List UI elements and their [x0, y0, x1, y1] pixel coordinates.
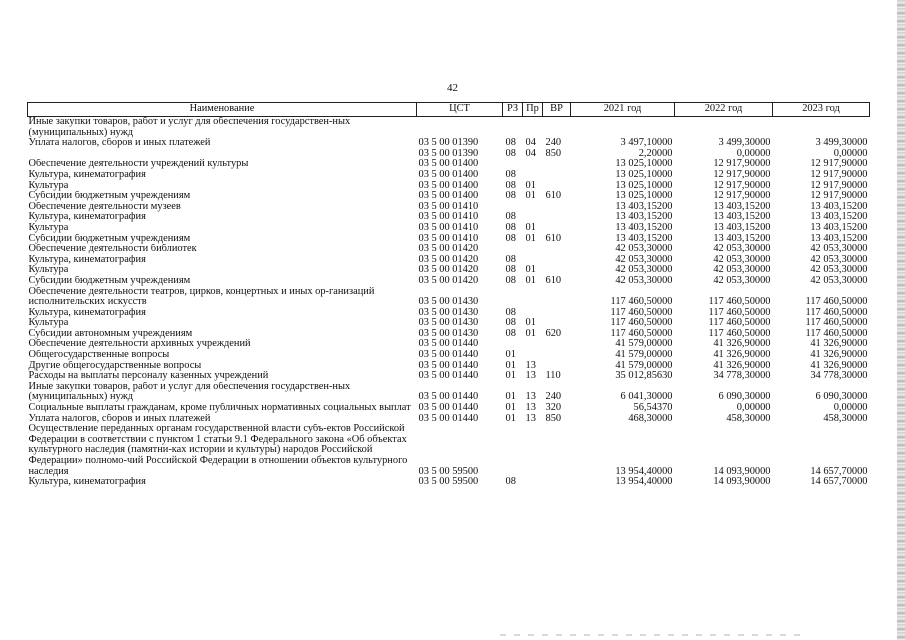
cell-2021: 41 579,00000	[615, 360, 673, 371]
cell-pr: 01	[525, 233, 536, 244]
cell-pr: 13	[525, 360, 536, 371]
cell-name: Культура, кинематография	[28, 477, 146, 488]
table-row	[28, 212, 870, 223]
cell-pr: 04	[525, 138, 536, 149]
cell-name: Культура	[28, 180, 69, 191]
table-row	[28, 265, 870, 276]
header-name: Наименование	[28, 103, 417, 117]
cell-cst: 03 5 00 01410	[418, 222, 479, 233]
cell-2022: 0,00000	[736, 148, 771, 159]
cell-vr: 610	[545, 275, 562, 286]
header-2021: 2021 год	[571, 103, 675, 117]
cell-name: Осуществление переданных органам государственной власти субъ-ектов Российской Федерации в соответствии с пунктом 1 статьи 9.1 Федерального закона «Об объектах культурного наследия (памятни-ках истории и культуры) народов Российской Федерации» полномо-чий Российской Федерации в отношении объектов культурного наследия	[28, 424, 408, 477]
cell-cst: 03 5 00 01390	[418, 138, 479, 149]
cell-rz: 08	[505, 477, 516, 488]
cell-name: Культура	[28, 265, 69, 276]
cell-pr	[523, 117, 543, 139]
cell-rz: 01	[505, 350, 516, 361]
cell-cst: 03 5 00 01400	[418, 169, 479, 180]
cell-cst: 03 5 00 01440	[418, 403, 479, 414]
cell-2022: 13 403,15200	[713, 201, 771, 212]
cell-2022	[675, 117, 773, 139]
table-row	[28, 181, 870, 192]
cell-2023: 12 917,90000	[810, 180, 868, 191]
cell-2022: 12 917,90000	[713, 180, 771, 191]
cell-rz: 08	[505, 138, 516, 149]
cell-cst: 03 5 00 01440	[418, 339, 479, 350]
page-number: 42	[447, 82, 458, 94]
cell-pr: 13	[525, 403, 536, 414]
cell-cst: 03 5 00 01420	[418, 275, 479, 286]
cell-vr	[543, 181, 571, 192]
cell-cst: 03 5 00 01430	[418, 328, 479, 339]
cell-2022: 14 093,90000	[713, 477, 771, 488]
table-row	[28, 308, 870, 319]
cell-cst: 03 5 00 01410	[418, 233, 479, 244]
cell-2022: 42 053,30000	[713, 265, 771, 276]
table-row	[28, 287, 870, 308]
cell-2021: 42 053,30000	[615, 254, 673, 265]
cell-rz	[503, 159, 523, 170]
cell-vr	[543, 424, 571, 477]
header-2023: 2023 год	[773, 103, 870, 117]
cell-cst: 03 5 00 01420	[418, 265, 479, 276]
cell-name: Общегосударственные вопросы	[28, 350, 170, 361]
table-row	[28, 382, 870, 403]
cell-name: Культура	[28, 222, 69, 233]
cell-cst: 03 5 00 01440	[418, 350, 479, 361]
cell-2023: 117 460,50000	[805, 296, 868, 308]
budget-table	[27, 102, 870, 488]
table-row	[28, 424, 870, 477]
cell-cst: 03 5 00 59500	[418, 465, 479, 477]
header-rz: РЗ	[503, 103, 523, 117]
cell-pr	[523, 202, 543, 213]
cell-cst: 03 5 00 01440	[418, 413, 479, 424]
cell-pr: 01	[525, 328, 536, 339]
cell-vr: 620	[545, 328, 562, 339]
cell-name: Субсидии бюджетным учреждениям	[28, 275, 191, 286]
cell-2022: 117 460,50000	[708, 328, 771, 339]
cell-2022: 41 326,90000	[713, 339, 771, 350]
cell-name: Обеспечение деятельности учреждений культуры	[28, 159, 249, 170]
cell-2023: 42 053,30000	[810, 275, 868, 286]
cell-2023: 6 090,30000	[815, 391, 868, 403]
cell-2021: 42 053,30000	[615, 275, 673, 286]
cell-rz: 01	[505, 371, 516, 382]
cell-cst: 03 5 00 01400	[418, 191, 479, 202]
cell-rz: 08	[505, 318, 516, 329]
cell-cst	[417, 117, 503, 139]
table-row	[28, 202, 870, 213]
table-row	[28, 361, 870, 372]
cell-name: Субсидии бюджетным учреждениям	[28, 191, 191, 202]
cell-name: Другие общегосударственные вопросы	[28, 360, 202, 371]
cell-2021: 2,20000	[638, 148, 673, 159]
cell-pr	[523, 244, 543, 255]
cell-vr: 240	[545, 138, 562, 149]
table-row	[28, 191, 870, 202]
cell-vr	[543, 202, 571, 213]
cell-cst: 03 5 00 01440	[418, 391, 479, 403]
cell-name: Иные закупки товаров, работ и услуг для обеспечения государствен-ных (муниципальных) нужд	[28, 381, 351, 403]
cell-2021: 56,54370	[633, 403, 673, 414]
table-header	[28, 103, 870, 117]
cell-pr	[523, 350, 543, 361]
cell-2023: 458,30000	[823, 413, 868, 424]
cell-pr: 01	[525, 265, 536, 276]
cell-vr	[543, 255, 571, 266]
cell-2022: 42 053,30000	[713, 275, 771, 286]
cell-2021: 42 053,30000	[615, 265, 673, 276]
cell-2023: 0,00000	[833, 403, 868, 414]
cell-rz: 08	[505, 307, 516, 318]
cell-2021: 13 025,10000	[615, 180, 673, 191]
cell-cst: 03 5 00 01420	[418, 254, 479, 265]
cell-2021: 13 403,15200	[615, 233, 673, 244]
table-row	[28, 414, 870, 425]
table-row	[28, 276, 870, 287]
cell-2021: 13 025,10000	[615, 191, 673, 202]
cell-cst: 03 5 00 01430	[418, 296, 479, 308]
cell-2021: 13 025,10000	[615, 159, 673, 170]
cell-2022: 0,00000	[736, 403, 771, 414]
table-row	[28, 339, 870, 350]
cell-name: Уплата налогов, сборов и иных платежей	[28, 138, 211, 149]
cell-2021	[571, 117, 675, 139]
cell-2023: 14 657,70000	[810, 477, 868, 488]
cell-rz	[503, 339, 523, 350]
cell-pr: 13	[525, 413, 536, 424]
table-row	[28, 117, 870, 139]
cell-pr: 13	[525, 391, 536, 403]
cell-2021: 13 025,10000	[615, 169, 673, 180]
cell-2021: 117 460,50000	[610, 328, 673, 339]
cell-2022: 458,30000	[726, 413, 771, 424]
cell-2022: 6 090,30000	[718, 391, 771, 403]
cell-pr	[523, 339, 543, 350]
cell-name	[28, 149, 417, 160]
cell-cst: 03 5 00 01410	[418, 201, 479, 212]
cell-2022: 12 917,90000	[713, 169, 771, 180]
cell-name: Обеспечение деятельности музеев	[28, 201, 181, 212]
cell-vr	[543, 265, 571, 276]
table-row	[28, 149, 870, 160]
cell-cst: 03 5 00 01400	[418, 180, 479, 191]
cell-2022: 12 917,90000	[713, 159, 771, 170]
cell-rz: 08	[505, 265, 516, 276]
header-vr: ВР	[543, 103, 571, 117]
cell-vr	[543, 350, 571, 361]
cell-name: Культура, кинематография	[28, 254, 146, 265]
cell-rz: 08	[505, 169, 516, 180]
table-body	[28, 117, 870, 488]
cell-2023	[773, 117, 870, 139]
cell-vr: 850	[545, 413, 562, 424]
cell-cst: 03 5 00 01430	[418, 307, 479, 318]
cell-2021: 13 403,15200	[615, 201, 673, 212]
cell-vr	[543, 159, 571, 170]
cell-rz: 01	[505, 403, 516, 414]
cell-pr: 01	[525, 222, 536, 233]
table-row	[28, 403, 870, 414]
cell-2021: 41 579,00000	[615, 350, 673, 361]
cell-vr	[543, 477, 571, 488]
cell-pr	[523, 159, 543, 170]
cell-2023: 42 053,30000	[810, 244, 868, 255]
table-row	[28, 255, 870, 266]
cell-2023: 117 460,50000	[805, 328, 868, 339]
cell-2023: 42 053,30000	[810, 265, 868, 276]
cell-cst: 03 5 00 01410	[418, 212, 479, 223]
cell-vr: 610	[545, 233, 562, 244]
cell-2023: 12 917,90000	[810, 191, 868, 202]
cell-pr: 01	[525, 180, 536, 191]
table-row	[28, 329, 870, 340]
cell-2021: 468,30000	[628, 413, 673, 424]
cell-vr	[543, 308, 571, 319]
cell-vr: 610	[545, 191, 562, 202]
cell-2022: 12 917,90000	[713, 191, 771, 202]
table-row	[28, 371, 870, 382]
table-row	[28, 318, 870, 329]
cell-rz: 08	[505, 191, 516, 202]
cell-2023: 34 778,30000	[810, 371, 868, 382]
cell-rz	[503, 287, 523, 308]
cell-rz	[503, 202, 523, 213]
cell-2023: 41 326,90000	[810, 339, 868, 350]
cell-2023: 41 326,90000	[810, 350, 868, 361]
cell-name: Обеспечение деятельности архивных учреждений	[28, 339, 251, 350]
cell-2022: 41 326,90000	[713, 360, 771, 371]
cell-2021: 42 053,30000	[615, 244, 673, 255]
cell-2023: 117 460,50000	[805, 318, 868, 329]
cell-2021: 117 460,50000	[610, 296, 673, 308]
cell-name: Субсидии бюджетным учреждениям	[28, 233, 191, 244]
cell-name: Расходы на выплаты персоналу казенных учреждений	[28, 371, 269, 382]
cell-pr	[523, 477, 543, 488]
cell-2021: 13 403,15200	[615, 222, 673, 233]
cell-2023: 12 917,90000	[810, 169, 868, 180]
cell-pr	[523, 287, 543, 308]
cell-2021: 117 460,50000	[610, 318, 673, 329]
cell-pr	[523, 212, 543, 223]
table-row	[28, 234, 870, 245]
cell-vr	[543, 244, 571, 255]
table-row	[28, 159, 870, 170]
cell-2022: 14 093,90000	[713, 465, 771, 477]
cell-cst: 03 5 00 01400	[418, 159, 479, 170]
cell-pr	[523, 255, 543, 266]
cell-rz	[503, 117, 523, 139]
cell-pr	[523, 170, 543, 181]
cell-2021: 13 954,40000	[615, 477, 673, 488]
cell-vr: 240	[545, 391, 562, 403]
cell-cst: 03 5 00 59500	[418, 477, 479, 488]
cell-2023: 0,00000	[833, 148, 868, 159]
cell-2022: 34 778,30000	[713, 371, 771, 382]
cell-2022: 13 403,15200	[713, 233, 771, 244]
cell-vr	[543, 287, 571, 308]
cell-cst: 03 5 00 01390	[418, 148, 479, 159]
table-row	[28, 223, 870, 234]
cell-rz: 08	[505, 148, 516, 159]
cell-vr: 110	[545, 371, 561, 382]
cell-name: Культура, кинематография	[28, 212, 146, 223]
cell-pr: 04	[525, 148, 536, 159]
cell-vr	[543, 170, 571, 181]
header-row	[28, 103, 870, 117]
cell-2021: 35 012,85630	[615, 371, 673, 382]
cell-rz: 01	[505, 360, 516, 371]
cell-pr: 01	[525, 318, 536, 329]
cell-cst: 03 5 00 01420	[418, 244, 479, 255]
cell-2022: 42 053,30000	[713, 254, 771, 265]
cell-2022: 117 460,50000	[708, 296, 771, 308]
cell-name: Социальные выплаты гражданам, кроме публичных нормативных социальных выплат	[28, 403, 411, 414]
cell-2022: 41 326,90000	[713, 350, 771, 361]
cell-name: Обеспечение деятельности библиотек	[28, 244, 197, 255]
cell-vr	[543, 318, 571, 329]
cell-name: Уплата налогов, сборов и иных платежей	[28, 413, 211, 424]
cell-vr: 850	[545, 148, 562, 159]
cell-name: Иные закупки товаров, работ и услуг для обеспечения государствен-ных (муниципальных) нужд	[28, 116, 351, 138]
cell-2021: 13 403,15200	[615, 212, 673, 223]
cell-2023: 13 403,15200	[810, 222, 868, 233]
cell-name: Обеспечение деятельности театров, цирков, концертных и иных ор-ганизаций исполнительских искусств	[28, 286, 375, 308]
cell-2023: 13 403,15200	[810, 233, 868, 244]
cell-rz: 08	[505, 222, 516, 233]
cell-name: Культура, кинематография	[28, 307, 146, 318]
cell-pr	[523, 424, 543, 477]
cell-cst: 03 5 00 01440	[418, 360, 479, 371]
cell-pr: 13	[525, 371, 536, 382]
table-row	[28, 170, 870, 181]
cell-2023: 14 657,70000	[810, 465, 868, 477]
cell-vr	[543, 212, 571, 223]
header-2022: 2022 год	[675, 103, 773, 117]
cell-vr: 320	[545, 403, 562, 414]
cell-vr	[543, 117, 571, 139]
cell-2022: 3 499,30000	[718, 138, 771, 149]
table-row	[28, 350, 870, 361]
cell-2023: 13 403,15200	[810, 212, 868, 223]
cell-2023: 3 499,30000	[815, 138, 868, 149]
cell-rz: 08	[505, 233, 516, 244]
cell-vr	[543, 223, 571, 234]
cell-2022: 13 403,15200	[713, 222, 771, 233]
cell-2021: 117 460,50000	[610, 307, 673, 318]
cell-cst: 03 5 00 01430	[418, 318, 479, 329]
cell-rz	[503, 424, 523, 477]
cell-2023: 12 917,90000	[810, 159, 868, 170]
table-row	[28, 138, 870, 149]
cell-2022: 117 460,50000	[708, 318, 771, 329]
cell-rz: 08	[505, 180, 516, 191]
cell-2023: 13 403,15200	[810, 201, 868, 212]
cell-cst: 03 5 00 01440	[418, 371, 479, 382]
table-row	[28, 477, 870, 488]
header-pr: Пр	[523, 103, 543, 117]
cell-2021: 13 954,40000	[615, 465, 673, 477]
cell-2021: 41 579,00000	[615, 339, 673, 350]
cell-name: Субсидии автономным учреждениям	[28, 328, 193, 339]
cell-2021: 3 497,10000	[620, 138, 673, 149]
cell-rz: 08	[505, 254, 516, 265]
cell-2022: 42 053,30000	[713, 244, 771, 255]
cell-rz: 08	[505, 212, 516, 223]
cell-vr	[543, 361, 571, 372]
header-cst: ЦСТ	[417, 103, 503, 117]
cell-name: Культура, кинематография	[28, 169, 146, 180]
cell-2021: 6 041,30000	[620, 391, 673, 403]
cell-rz: 01	[505, 413, 516, 424]
cell-rz: 08	[505, 328, 516, 339]
cell-rz: 08	[505, 275, 516, 286]
cell-rz	[503, 244, 523, 255]
cell-name: Культура	[28, 318, 69, 329]
table-row	[28, 244, 870, 255]
cell-2023: 42 053,30000	[810, 254, 868, 265]
cell-2023: 117 460,50000	[805, 307, 868, 318]
cell-pr	[523, 308, 543, 319]
cell-2023: 41 326,90000	[810, 360, 868, 371]
cell-vr	[543, 339, 571, 350]
cell-pr: 01	[525, 275, 536, 286]
cell-pr: 01	[525, 191, 536, 202]
cell-2022: 117 460,50000	[708, 307, 771, 318]
cell-2022: 13 403,15200	[713, 212, 771, 223]
cell-rz: 01	[505, 391, 516, 403]
scan-edge-artifact	[897, 0, 905, 640]
scan-bottom-artifact	[500, 634, 800, 636]
